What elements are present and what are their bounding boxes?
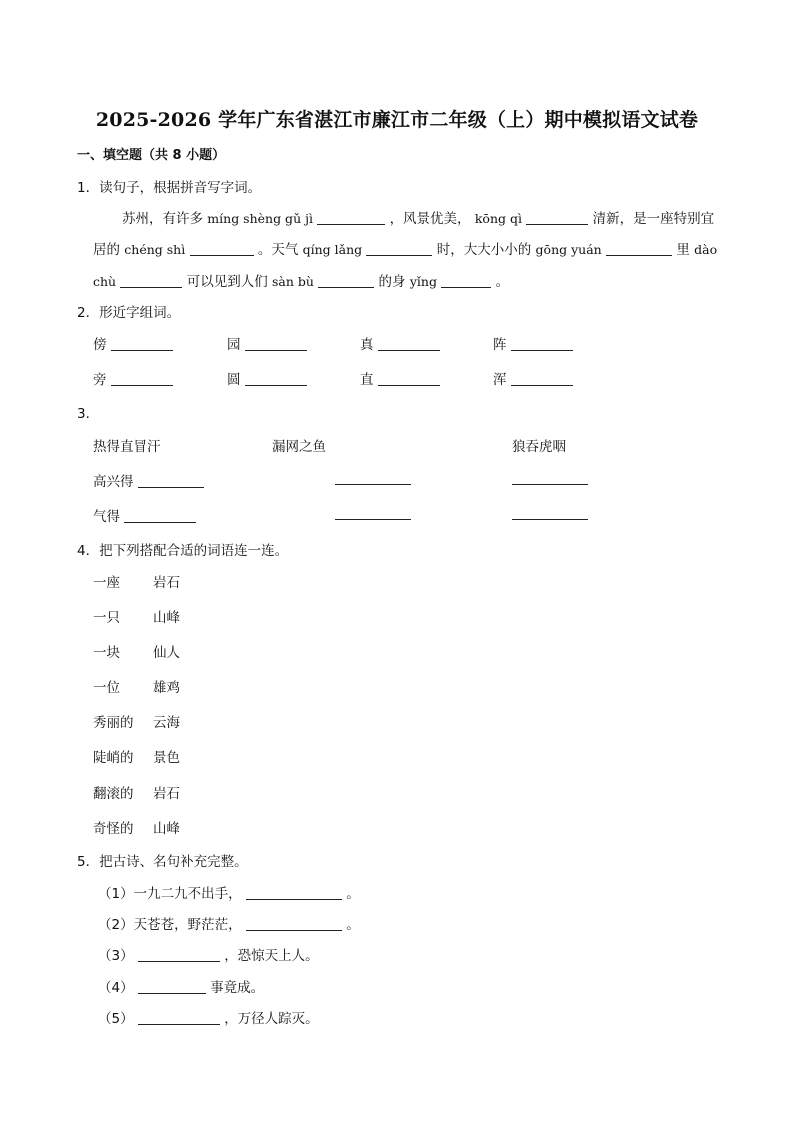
answer-blank[interactable] — [512, 505, 588, 520]
question-number: 3． — [77, 406, 100, 422]
answer-blank[interactable] — [378, 336, 440, 351]
answer-blank[interactable] — [138, 979, 206, 994]
idiom-row-2: 气得 — [93, 505, 196, 525]
match-right-word[interactable]: 云海 — [153, 715, 180, 731]
question-number: 5． — [77, 854, 100, 870]
match-left-word[interactable]: 一只 — [93, 610, 120, 626]
match-left-word[interactable]: 一位 — [93, 680, 120, 696]
char-cell: 旁 — [93, 368, 173, 388]
pinyin: yǐng — [409, 274, 437, 289]
question-4 — [77, 539, 288, 559]
answer-blank[interactable] — [138, 947, 220, 962]
char-cell: 阵 — [493, 333, 573, 353]
pinyin: sàn bù — [272, 274, 314, 289]
poem-item-2: （2）天苍苍，野茫茫， 。 — [98, 917, 360, 933]
char-cell: 傍 — [93, 333, 173, 353]
answer-blank[interactable] — [246, 885, 342, 900]
answer-blank[interactable] — [318, 273, 374, 288]
idiom-example: 狼吞虎咽 — [512, 439, 566, 455]
answer-blank[interactable] — [606, 241, 672, 256]
poem-item-5: （5） ，万径人踪灭。 — [98, 1011, 319, 1027]
char-cell: 园 — [227, 333, 307, 353]
answer-blank[interactable] — [138, 1010, 220, 1025]
q1-line-3: chù 可以见到人们 sàn bù 的身 yǐng 。 — [93, 274, 510, 290]
answer-blank[interactable] — [526, 210, 588, 225]
match-right-word[interactable]: 山峰 — [153, 821, 180, 837]
pinyin: qíng lǎng — [302, 242, 363, 257]
char-cell: 圆 — [227, 368, 307, 388]
answer-blank[interactable] — [190, 241, 254, 256]
pinyin: dào — [694, 242, 718, 257]
poem-item-4: （4） 事竟成。 — [98, 980, 265, 996]
match-right-word[interactable]: 岩石 — [153, 575, 180, 591]
answer-blank[interactable] — [120, 273, 182, 288]
question-stem: 把古诗、名句补充完整。 — [99, 854, 248, 870]
match-right-word[interactable]: 景色 — [153, 750, 180, 766]
pinyin: chéng shì — [124, 242, 186, 257]
answer-blank[interactable] — [366, 241, 432, 256]
answer-blank[interactable] — [246, 916, 342, 931]
match-right-word[interactable]: 山峰 — [153, 610, 180, 626]
match-left-word[interactable]: 奇怪的 — [93, 821, 134, 837]
question-number: 4． — [77, 543, 100, 559]
idiom-row-1: 高兴得 — [93, 470, 204, 490]
pinyin: chù — [93, 274, 117, 289]
answer-blank[interactable] — [124, 508, 196, 523]
answer-blank[interactable] — [511, 336, 573, 351]
question-3 — [77, 402, 99, 422]
answer-blank[interactable] — [441, 273, 491, 288]
char-cell: 浑 — [493, 368, 573, 388]
question-5 — [77, 850, 248, 870]
answer-blank[interactable] — [335, 470, 411, 485]
answer-blank[interactable] — [512, 470, 588, 485]
char-cell: 直 — [360, 368, 440, 388]
exam-title: 2025-2026 学年广东省湛江市廉江市二年级（上）期中模拟语文试卷 — [95, 109, 699, 131]
match-left-word[interactable]: 翻滚的 — [93, 786, 134, 802]
section-heading-fill-in: 一、填空题（共 8 小题） — [77, 148, 226, 163]
match-left-word[interactable]: 陡峭的 — [93, 750, 134, 766]
answer-blank[interactable] — [111, 336, 173, 351]
question-number: 1． — [77, 180, 100, 196]
match-right-word[interactable]: 岩石 — [153, 786, 180, 802]
q1-line-1: 苏州，有许多 míng shèng gǔ jì ，风景优美， kōng qì 清新，是一座特别宜 — [122, 211, 715, 227]
answer-blank[interactable] — [378, 371, 440, 386]
match-right-word[interactable]: 雄鸡 — [153, 680, 180, 696]
answer-blank[interactable] — [317, 210, 385, 225]
poem-item-1: （1）一九二九不出手， 。 — [98, 886, 360, 902]
match-left-word[interactable]: 一块 — [93, 645, 120, 661]
match-right-word[interactable]: 仙人 — [153, 645, 180, 661]
answer-blank[interactable] — [245, 336, 307, 351]
match-left-word[interactable]: 一座 — [93, 575, 120, 591]
answer-blank[interactable] — [111, 371, 173, 386]
question-stem: 形近字组词。 — [99, 305, 181, 321]
question-stem: 读句子，根据拼音写字词。 — [99, 180, 262, 196]
question-stem: 把下列搭配合适的词语连一连。 — [99, 543, 289, 559]
match-left-word[interactable]: 秀丽的 — [93, 715, 134, 731]
answer-blank[interactable] — [511, 371, 573, 386]
question-2 — [77, 301, 180, 321]
char-cell: 真 — [360, 333, 440, 353]
idiom-example: 热得直冒汗 — [93, 439, 161, 455]
pinyin: gōng yuán — [535, 242, 602, 257]
pinyin: míng shèng gǔ jì — [207, 211, 313, 226]
answer-blank[interactable] — [335, 505, 411, 520]
pinyin: kōng qì — [474, 211, 522, 226]
q1-line-2: 居的 chéng shì 。天气 qíng lǎng 时，大大小小的 gōng yuán 里 dào — [93, 242, 718, 258]
poem-item-3: （3） ，恐惊天上人。 — [98, 948, 319, 964]
idiom-example: 漏网之鱼 — [272, 439, 326, 455]
answer-blank[interactable] — [245, 371, 307, 386]
question-number: 2． — [77, 305, 100, 321]
answer-blank[interactable] — [138, 473, 204, 488]
question-1 — [77, 176, 261, 196]
